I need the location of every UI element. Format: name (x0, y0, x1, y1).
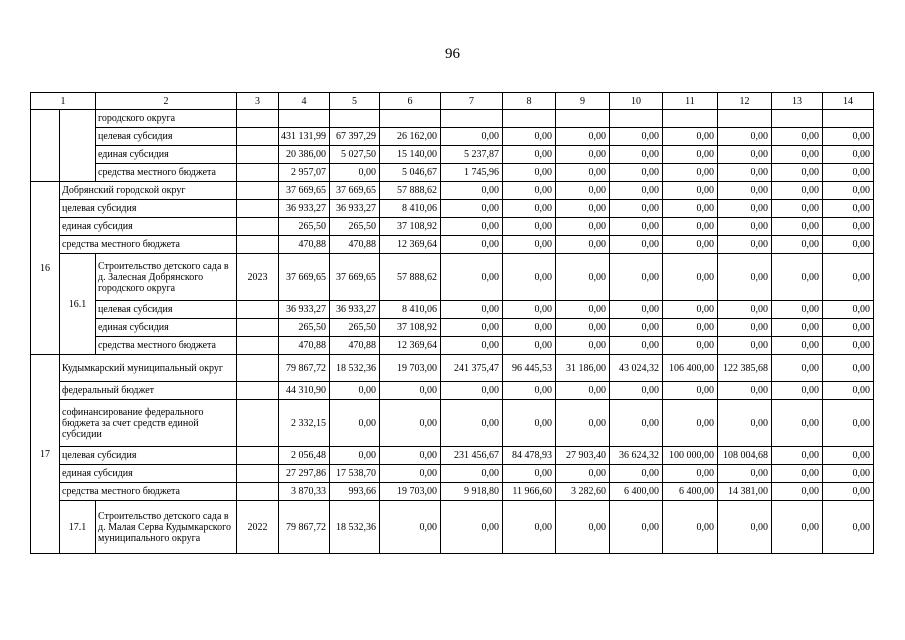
header-col-11: 11 (663, 93, 718, 110)
value-cell-col-7: 0,00 (441, 465, 503, 483)
value-cell-col-7: 0,00 (441, 337, 503, 355)
header-col-9: 9 (556, 93, 610, 110)
value-cell-col-4: 37 669,65 (279, 182, 330, 200)
value-cell-col-13: 0,00 (772, 301, 823, 319)
value-cell-col-9: 3 282,60 (556, 483, 610, 501)
value-cell-col-11: 0,00 (663, 200, 718, 218)
value-cell-col-8: 0,00 (503, 337, 556, 355)
value-cell-col-7: 231 456,67 (441, 447, 503, 465)
row-label: федеральный бюджет (60, 382, 237, 400)
value-cell-col-9: 0,00 (556, 337, 610, 355)
value-cell-col-4: 470,88 (279, 236, 330, 254)
value-cell-col-12: 0,00 (718, 301, 772, 319)
value-cell-col-9: 27 903,40 (556, 447, 610, 465)
value-cell-empty (556, 110, 610, 128)
header-col-10: 10 (610, 93, 663, 110)
value-cell-col-14: 0,00 (823, 501, 874, 554)
value-cell-col-5: 5 027,50 (330, 146, 380, 164)
row-label: Добрянский городской округ (60, 182, 237, 200)
value-cell-col-5: 37 669,65 (330, 182, 380, 200)
value-cell-col-5: 17 538,70 (330, 465, 380, 483)
value-cell-col-8: 0,00 (503, 501, 556, 554)
row-label: целевая субсидия (60, 447, 237, 465)
value-cell-col-7: 0,00 (441, 218, 503, 236)
year-cell (237, 301, 279, 319)
value-cell-col-13: 0,00 (772, 254, 823, 301)
row-label: единая субсидия (96, 319, 237, 337)
value-cell-col-4: 470,88 (279, 337, 330, 355)
value-cell-col-4: 431 131,99 (279, 128, 330, 146)
value-cell-col-7: 0,00 (441, 200, 503, 218)
value-cell-col-7: 0,00 (441, 319, 503, 337)
value-cell-col-6: 19 703,00 (380, 355, 441, 382)
value-cell-col-13: 0,00 (772, 382, 823, 400)
value-cell-col-5: 0,00 (330, 447, 380, 465)
year-cell (237, 182, 279, 200)
section-number: 17 (31, 355, 60, 554)
value-cell-col-12: 108 004,68 (718, 447, 772, 465)
table-row (31, 501, 874, 554)
value-cell-col-12: 0,00 (718, 200, 772, 218)
value-cell-col-9: 0,00 (556, 382, 610, 400)
value-cell-col-8: 0,00 (503, 382, 556, 400)
year-cell: 2022 (237, 501, 279, 554)
value-cell-col-12: 0,00 (718, 218, 772, 236)
value-cell-col-12: 0,00 (718, 146, 772, 164)
value-cell-col-12: 0,00 (718, 254, 772, 301)
value-cell-col-13: 0,00 (772, 236, 823, 254)
header-col-6: 6 (380, 93, 441, 110)
header-col-8: 8 (503, 93, 556, 110)
value-cell-col-4: 79 867,72 (279, 501, 330, 554)
value-cell-col-10: 0,00 (610, 501, 663, 554)
value-cell-empty (663, 110, 718, 128)
value-cell-col-14: 0,00 (823, 128, 874, 146)
table-row (31, 200, 874, 218)
value-cell-col-5: 470,88 (330, 236, 380, 254)
value-cell-col-5: 18 532,36 (330, 501, 380, 554)
value-cell-col-8: 0,00 (503, 146, 556, 164)
row-label: целевая субсидия (96, 301, 237, 319)
value-cell-col-5: 0,00 (330, 382, 380, 400)
year-cell: 2023 (237, 254, 279, 301)
value-cell-col-7: 5 237,87 (441, 146, 503, 164)
value-cell-col-10: 0,00 (610, 128, 663, 146)
value-cell-col-11: 0,00 (663, 128, 718, 146)
value-cell-col-12: 0,00 (718, 319, 772, 337)
value-cell-col-9: 0,00 (556, 146, 610, 164)
value-cell-col-8: 84 478,93 (503, 447, 556, 465)
row-label: единая субсидия (60, 218, 237, 236)
value-cell-col-8: 0,00 (503, 200, 556, 218)
value-cell-col-7: 0,00 (441, 182, 503, 200)
value-cell-col-13: 0,00 (772, 182, 823, 200)
value-cell-col-4: 20 386,00 (279, 146, 330, 164)
value-cell-col-5: 37 669,65 (330, 254, 380, 301)
value-cell-col-12: 0,00 (718, 182, 772, 200)
row-label: средства местного бюджета (60, 483, 237, 501)
value-cell-col-11: 0,00 (663, 236, 718, 254)
year-cell (237, 164, 279, 182)
table-row (31, 182, 874, 200)
value-cell-col-14: 0,00 (823, 483, 874, 501)
value-cell-col-11: 0,00 (663, 319, 718, 337)
value-cell-col-4: 3 870,33 (279, 483, 330, 501)
value-cell-empty (718, 110, 772, 128)
table-row (31, 128, 874, 146)
value-cell-col-12: 122 385,68 (718, 355, 772, 382)
value-cell-col-8: 0,00 (503, 400, 556, 447)
value-cell-empty (772, 110, 823, 128)
value-cell-col-14: 0,00 (823, 200, 874, 218)
row-label: средства местного бюджета (96, 164, 237, 182)
value-cell-col-13: 0,00 (772, 400, 823, 447)
value-cell-col-6: 0,00 (380, 382, 441, 400)
value-cell-col-4: 27 297,86 (279, 465, 330, 483)
value-cell-col-4: 36 933,27 (279, 200, 330, 218)
value-cell-col-6: 0,00 (380, 465, 441, 483)
value-cell-col-9: 0,00 (556, 254, 610, 301)
subsection-number: 17.1 (60, 501, 96, 554)
value-cell-col-4: 2 332,15 (279, 400, 330, 447)
value-cell-col-9: 0,00 (556, 465, 610, 483)
value-cell-col-7: 241 375,47 (441, 355, 503, 382)
header-col-5: 5 (330, 93, 380, 110)
value-cell-col-8: 0,00 (503, 182, 556, 200)
table-row (31, 146, 874, 164)
value-cell-col-9: 0,00 (556, 182, 610, 200)
value-cell-col-11: 100 000,00 (663, 447, 718, 465)
value-cell-col-8: 0,00 (503, 319, 556, 337)
value-cell-col-10: 0,00 (610, 382, 663, 400)
year-cell (237, 400, 279, 447)
value-cell-col-11: 0,00 (663, 400, 718, 447)
value-cell-col-4: 79 867,72 (279, 355, 330, 382)
value-cell-col-4: 265,50 (279, 218, 330, 236)
header-col-14: 14 (823, 93, 874, 110)
value-cell-col-6: 37 108,92 (380, 218, 441, 236)
value-cell-col-14: 0,00 (823, 400, 874, 447)
value-cell-col-4: 44 310,90 (279, 382, 330, 400)
row-label: целевая субсидия (96, 128, 237, 146)
value-cell-col-11: 0,00 (663, 337, 718, 355)
value-cell-col-14: 0,00 (823, 146, 874, 164)
row-label: единая субсидия (60, 465, 237, 483)
value-cell-col-11: 106 400,00 (663, 355, 718, 382)
header-col-1: 1 (31, 93, 96, 110)
value-cell-col-13: 0,00 (772, 355, 823, 382)
budget-table (30, 92, 874, 554)
value-cell-col-7: 0,00 (441, 254, 503, 301)
value-cell-col-9: 0,00 (556, 301, 610, 319)
value-cell-col-8: 0,00 (503, 218, 556, 236)
value-cell-col-14: 0,00 (823, 337, 874, 355)
value-cell-col-9: 31 186,00 (556, 355, 610, 382)
value-cell-col-9: 0,00 (556, 128, 610, 146)
value-cell-col-7: 0,00 (441, 501, 503, 554)
year-cell (237, 319, 279, 337)
value-cell-col-14: 0,00 (823, 355, 874, 382)
value-cell-col-10: 0,00 (610, 182, 663, 200)
value-cell-col-13: 0,00 (772, 447, 823, 465)
value-cell-col-6: 12 369,64 (380, 236, 441, 254)
value-cell-col-6: 8 410,06 (380, 200, 441, 218)
value-cell-col-11: 0,00 (663, 382, 718, 400)
value-cell-col-12: 0,00 (718, 501, 772, 554)
value-cell-col-10: 0,00 (610, 164, 663, 182)
value-cell-col-12: 0,00 (718, 400, 772, 447)
table-row (31, 319, 874, 337)
value-cell-col-5: 470,88 (330, 337, 380, 355)
value-cell-col-13: 0,00 (772, 501, 823, 554)
value-cell-empty (610, 110, 663, 128)
year-cell (237, 337, 279, 355)
value-cell-col-9: 0,00 (556, 218, 610, 236)
value-cell-col-10: 0,00 (610, 218, 663, 236)
value-cell-col-5: 993,66 (330, 483, 380, 501)
row-label: Строительство детского сада в д. Малая Серва Кудымкарского муниципального округа (96, 501, 237, 554)
year-cell (237, 382, 279, 400)
year-cell (237, 200, 279, 218)
value-cell-col-9: 0,00 (556, 164, 610, 182)
value-cell-col-9: 0,00 (556, 200, 610, 218)
value-cell-col-8: 11 966,60 (503, 483, 556, 501)
table-row (31, 164, 874, 182)
header-col-2: 2 (96, 93, 237, 110)
value-cell-col-8: 0,00 (503, 236, 556, 254)
value-cell-col-14: 0,00 (823, 447, 874, 465)
row-label: Кудымкарский муниципальный округ (60, 355, 237, 382)
value-cell-col-4: 2 957,07 (279, 164, 330, 182)
value-cell-empty (823, 110, 874, 128)
value-cell-col-14: 0,00 (823, 164, 874, 182)
num-cell-empty (31, 110, 60, 182)
value-cell-col-14: 0,00 (823, 218, 874, 236)
header-col-12: 12 (718, 93, 772, 110)
value-cell-col-10: 0,00 (610, 236, 663, 254)
value-cell-col-10: 0,00 (610, 400, 663, 447)
value-cell-col-13: 0,00 (772, 218, 823, 236)
value-cell-empty (441, 110, 503, 128)
value-cell-col-11: 0,00 (663, 254, 718, 301)
value-cell-col-14: 0,00 (823, 382, 874, 400)
value-cell-col-9: 0,00 (556, 501, 610, 554)
year-cell (237, 146, 279, 164)
value-cell-col-12: 0,00 (718, 382, 772, 400)
year-cell (237, 447, 279, 465)
value-cell-col-7: 0,00 (441, 400, 503, 447)
value-cell-empty (330, 110, 380, 128)
value-cell-col-5: 67 397,29 (330, 128, 380, 146)
value-cell-col-14: 0,00 (823, 236, 874, 254)
value-cell-col-5: 0,00 (330, 400, 380, 447)
year-cell (237, 128, 279, 146)
value-cell-col-10: 36 624,32 (610, 447, 663, 465)
value-cell-col-13: 0,00 (772, 200, 823, 218)
value-cell-col-12: 0,00 (718, 164, 772, 182)
table-row (31, 110, 874, 128)
value-cell-col-4: 36 933,27 (279, 301, 330, 319)
row-label: средства местного бюджета (96, 337, 237, 355)
value-cell-col-8: 0,00 (503, 465, 556, 483)
value-cell-col-10: 0,00 (610, 465, 663, 483)
value-cell-col-8: 0,00 (503, 254, 556, 301)
value-cell-col-10: 0,00 (610, 146, 663, 164)
value-cell-col-13: 0,00 (772, 337, 823, 355)
year-cell (237, 110, 279, 128)
value-cell-col-13: 0,00 (772, 128, 823, 146)
header-row (31, 93, 874, 110)
value-cell-col-5: 265,50 (330, 218, 380, 236)
value-cell-col-10: 0,00 (610, 319, 663, 337)
value-cell-col-10: 0,00 (610, 337, 663, 355)
year-cell (237, 236, 279, 254)
value-cell-col-6: 26 162,00 (380, 128, 441, 146)
value-cell-col-11: 0,00 (663, 218, 718, 236)
value-cell-col-12: 0,00 (718, 128, 772, 146)
value-cell-col-7: 0,00 (441, 236, 503, 254)
value-cell-col-6: 19 703,00 (380, 483, 441, 501)
row-label: целевая субсидия (60, 200, 237, 218)
table-row (31, 447, 874, 465)
value-cell-col-10: 0,00 (610, 200, 663, 218)
header-col-7: 7 (441, 93, 503, 110)
table-row (31, 337, 874, 355)
value-cell-col-6: 12 369,64 (380, 337, 441, 355)
value-cell-col-11: 6 400,00 (663, 483, 718, 501)
table-row (31, 254, 874, 301)
value-cell-col-6: 0,00 (380, 400, 441, 447)
table-row (31, 236, 874, 254)
value-cell-col-6: 57 888,62 (380, 254, 441, 301)
table-row (31, 400, 874, 447)
value-cell-col-12: 0,00 (718, 337, 772, 355)
value-cell-col-8: 0,00 (503, 301, 556, 319)
value-cell-col-7: 0,00 (441, 128, 503, 146)
value-cell-col-5: 18 532,36 (330, 355, 380, 382)
value-cell-col-9: 0,00 (556, 236, 610, 254)
value-cell-col-4: 37 669,65 (279, 254, 330, 301)
subnum-cell-empty (60, 110, 96, 182)
value-cell-col-10: 0,00 (610, 254, 663, 301)
value-cell-col-5: 36 933,27 (330, 200, 380, 218)
row-label: софинансирование федерального бюджета за счет средств единой субсидии (60, 400, 237, 447)
table-row (31, 483, 874, 501)
value-cell-empty (279, 110, 330, 128)
row-label: средства местного бюджета (60, 236, 237, 254)
value-cell-col-12: 0,00 (718, 465, 772, 483)
value-cell-col-10: 43 024,32 (610, 355, 663, 382)
header-col-4: 4 (279, 93, 330, 110)
value-cell-col-8: 0,00 (503, 164, 556, 182)
value-cell-col-6: 15 140,00 (380, 146, 441, 164)
value-cell-col-14: 0,00 (823, 301, 874, 319)
year-cell (237, 483, 279, 501)
section-number: 16 (31, 182, 60, 355)
year-cell (237, 218, 279, 236)
value-cell-col-4: 265,50 (279, 319, 330, 337)
table-row (31, 382, 874, 400)
value-cell-col-5: 0,00 (330, 164, 380, 182)
value-cell-col-6: 0,00 (380, 447, 441, 465)
year-cell (237, 465, 279, 483)
year-cell (237, 355, 279, 382)
value-cell-col-12: 14 381,00 (718, 483, 772, 501)
value-cell-col-11: 0,00 (663, 465, 718, 483)
value-cell-col-13: 0,00 (772, 465, 823, 483)
page-number: 96 (445, 46, 460, 62)
header-col-13: 13 (772, 93, 823, 110)
subsection-number: 16.1 (60, 254, 96, 355)
value-cell-col-14: 0,00 (823, 182, 874, 200)
table-body (31, 93, 874, 554)
value-cell-col-7: 9 918,80 (441, 483, 503, 501)
value-cell-col-4: 2 056,48 (279, 447, 330, 465)
value-cell-col-10: 0,00 (610, 301, 663, 319)
value-cell-empty (380, 110, 441, 128)
value-cell-col-7: 0,00 (441, 301, 503, 319)
row-label: единая субсидия (96, 146, 237, 164)
value-cell-col-8: 0,00 (503, 128, 556, 146)
value-cell-col-13: 0,00 (772, 146, 823, 164)
table-row (31, 465, 874, 483)
value-cell-col-11: 0,00 (663, 501, 718, 554)
row-label: Строительство детского сада в д. Залесная Добрянского городского округа (96, 254, 237, 301)
row-label: городского округа (96, 110, 237, 128)
value-cell-empty (503, 110, 556, 128)
value-cell-col-11: 0,00 (663, 301, 718, 319)
value-cell-col-9: 0,00 (556, 319, 610, 337)
value-cell-col-12: 0,00 (718, 236, 772, 254)
value-cell-col-14: 0,00 (823, 465, 874, 483)
value-cell-col-14: 0,00 (823, 254, 874, 301)
value-cell-col-7: 1 745,96 (441, 164, 503, 182)
value-cell-col-13: 0,00 (772, 319, 823, 337)
header-col-3: 3 (237, 93, 279, 110)
value-cell-col-7: 0,00 (441, 382, 503, 400)
value-cell-col-5: 265,50 (330, 319, 380, 337)
value-cell-col-8: 96 445,53 (503, 355, 556, 382)
value-cell-col-11: 0,00 (663, 182, 718, 200)
value-cell-col-6: 37 108,92 (380, 319, 441, 337)
value-cell-col-6: 5 046,67 (380, 164, 441, 182)
value-cell-col-13: 0,00 (772, 164, 823, 182)
value-cell-col-10: 6 400,00 (610, 483, 663, 501)
value-cell-col-9: 0,00 (556, 400, 610, 447)
value-cell-col-6: 8 410,06 (380, 301, 441, 319)
table-row (31, 218, 874, 236)
value-cell-col-11: 0,00 (663, 146, 718, 164)
value-cell-col-11: 0,00 (663, 164, 718, 182)
value-cell-col-6: 57 888,62 (380, 182, 441, 200)
table-row (31, 355, 874, 382)
table-row (31, 301, 874, 319)
value-cell-col-14: 0,00 (823, 319, 874, 337)
value-cell-col-13: 0,00 (772, 483, 823, 501)
value-cell-col-5: 36 933,27 (330, 301, 380, 319)
value-cell-col-6: 0,00 (380, 501, 441, 554)
